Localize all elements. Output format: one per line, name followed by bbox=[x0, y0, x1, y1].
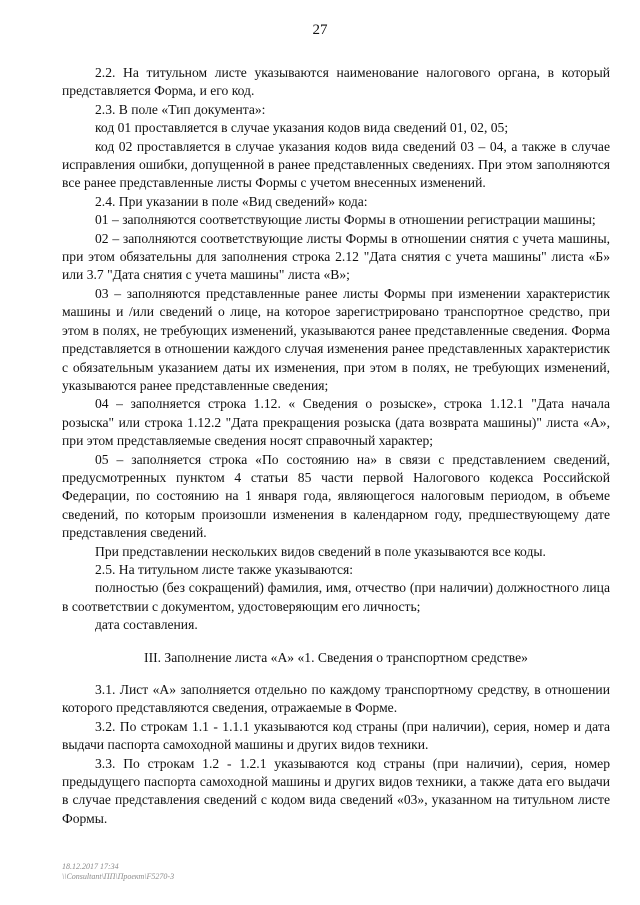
paragraph-type-05: 05 – заполняется строка «По состоянию на» в связи с представлением сведений, предусмотренных пунктом 4 статьи 85 части первой Налогового кодекса Российской Федерации, по состоянию на 1 января года, являющегося налоговым периодом, в объеме сведений, по которым произошли изменения в календарном году, предшествующему дате представления сведений. bbox=[62, 451, 610, 541]
paragraph-type-03: 03 – заполняются представленные ранее листы Формы при изменении характеристик машины и /или сведений о лице, на которое зарегистрировано транспортное средство, при этом в полях, не требующих изменений, указываются ранее представленные сведения. Форма представляется в отношении каждого случая изменения ранее представленных характеристик с обязательным указанием даты их изменения, при этом в полях, не требующих изменений, указываются ранее представленные сведения; bbox=[62, 285, 610, 393]
paragraph-full-name: полностью (без сокращений) фамилия, имя, отчество (при наличии) должностного лица в соответствии с документом, удостоверяющим его личность; bbox=[62, 580, 610, 614]
page-number: 27 bbox=[312, 22, 328, 38]
footer-file-path: \\Consultant\ПП\Проект\F5270-3 bbox=[62, 872, 175, 881]
paragraph-3-1: 3.1. Лист «А» заполняется отдельно по каждому транспортному средству, в отношении которого представляются сведения, отражаемые в Форме. bbox=[62, 682, 610, 716]
paragraph-3-2: 3.2. По строкам 1.1 - 1.1.1 указываются код страны (при наличии), серия, номер и дата выдачи паспорта самоходной машины и других видов техники. bbox=[62, 718, 610, 753]
paragraph-2-2: 2.2. На титульном листе указываются наименование налогового органа, в который представляется Форма, и его код. bbox=[62, 65, 610, 99]
paragraph-date: дата составления. bbox=[95, 617, 198, 633]
paragraph-2-5: 2.5. На титульном листе также указываются: bbox=[95, 561, 354, 577]
paragraph-type-02: 02 – заполняются соответствующие листы Формы в отношении снятия с учета машины, при этом обязательны для заполнения строка 2.12 "Дата снятия с учета машины" листа «Б» или 3.7 "Дата снятия с учета машины" листа «В»; bbox=[62, 230, 610, 283]
paragraph-code-01: код 01 проставляется в случае указания кодов вида сведений 01, 02, 05; bbox=[95, 120, 509, 136]
paragraph-2-3: 2.3. В поле «Тип документа»: bbox=[95, 101, 266, 117]
document-body bbox=[62, 64, 610, 828]
footer-stamp bbox=[62, 862, 174, 882]
paragraph-multiple-codes: При представлении нескольких видов сведений в поле указываются все коды. bbox=[95, 543, 546, 559]
paragraph-2-4: 2.4. При указании в поле «Вид сведений» кода: bbox=[95, 193, 368, 209]
section-heading: III. Заполнение листа «А» «1. Сведения о транспортном средстве» bbox=[144, 649, 528, 665]
paragraph-type-04: 04 – заполняется строка 1.12. « Сведения о розыске», строка 1.12.1 "Дата начала розыска" или строка 1.12.2 "Дата прекращения розыска (дата возврата машины)" листа «А», при этом представляемые сведения носят справочный характер; bbox=[62, 396, 610, 449]
footer-timestamp: 18.12.2017 17:34 bbox=[62, 862, 119, 871]
paragraph-3-3: 3.3. По строкам 1.2 - 1.2.1 указываются код страны (при наличии), серия, номер предыдущего паспорта самоходной машины и других видов техники, а также дата его выдачи в случае представления сведений с кодом вида сведений «03», указанном на титульном листе Формы. bbox=[62, 755, 610, 826]
paragraph-type-01: 01 – заполняются соответствующие листы Формы в отношении регистрации машины; bbox=[95, 212, 596, 228]
paragraph-code-02: код 02 проставляется в случае указания кодов вида сведений 03 – 04, а также в случае исправления ошибки, допущенной в ранее представленных сведениях. При этом заполняются все ранее представленные листы Формы с учетом внесенных изменений. bbox=[62, 138, 610, 191]
